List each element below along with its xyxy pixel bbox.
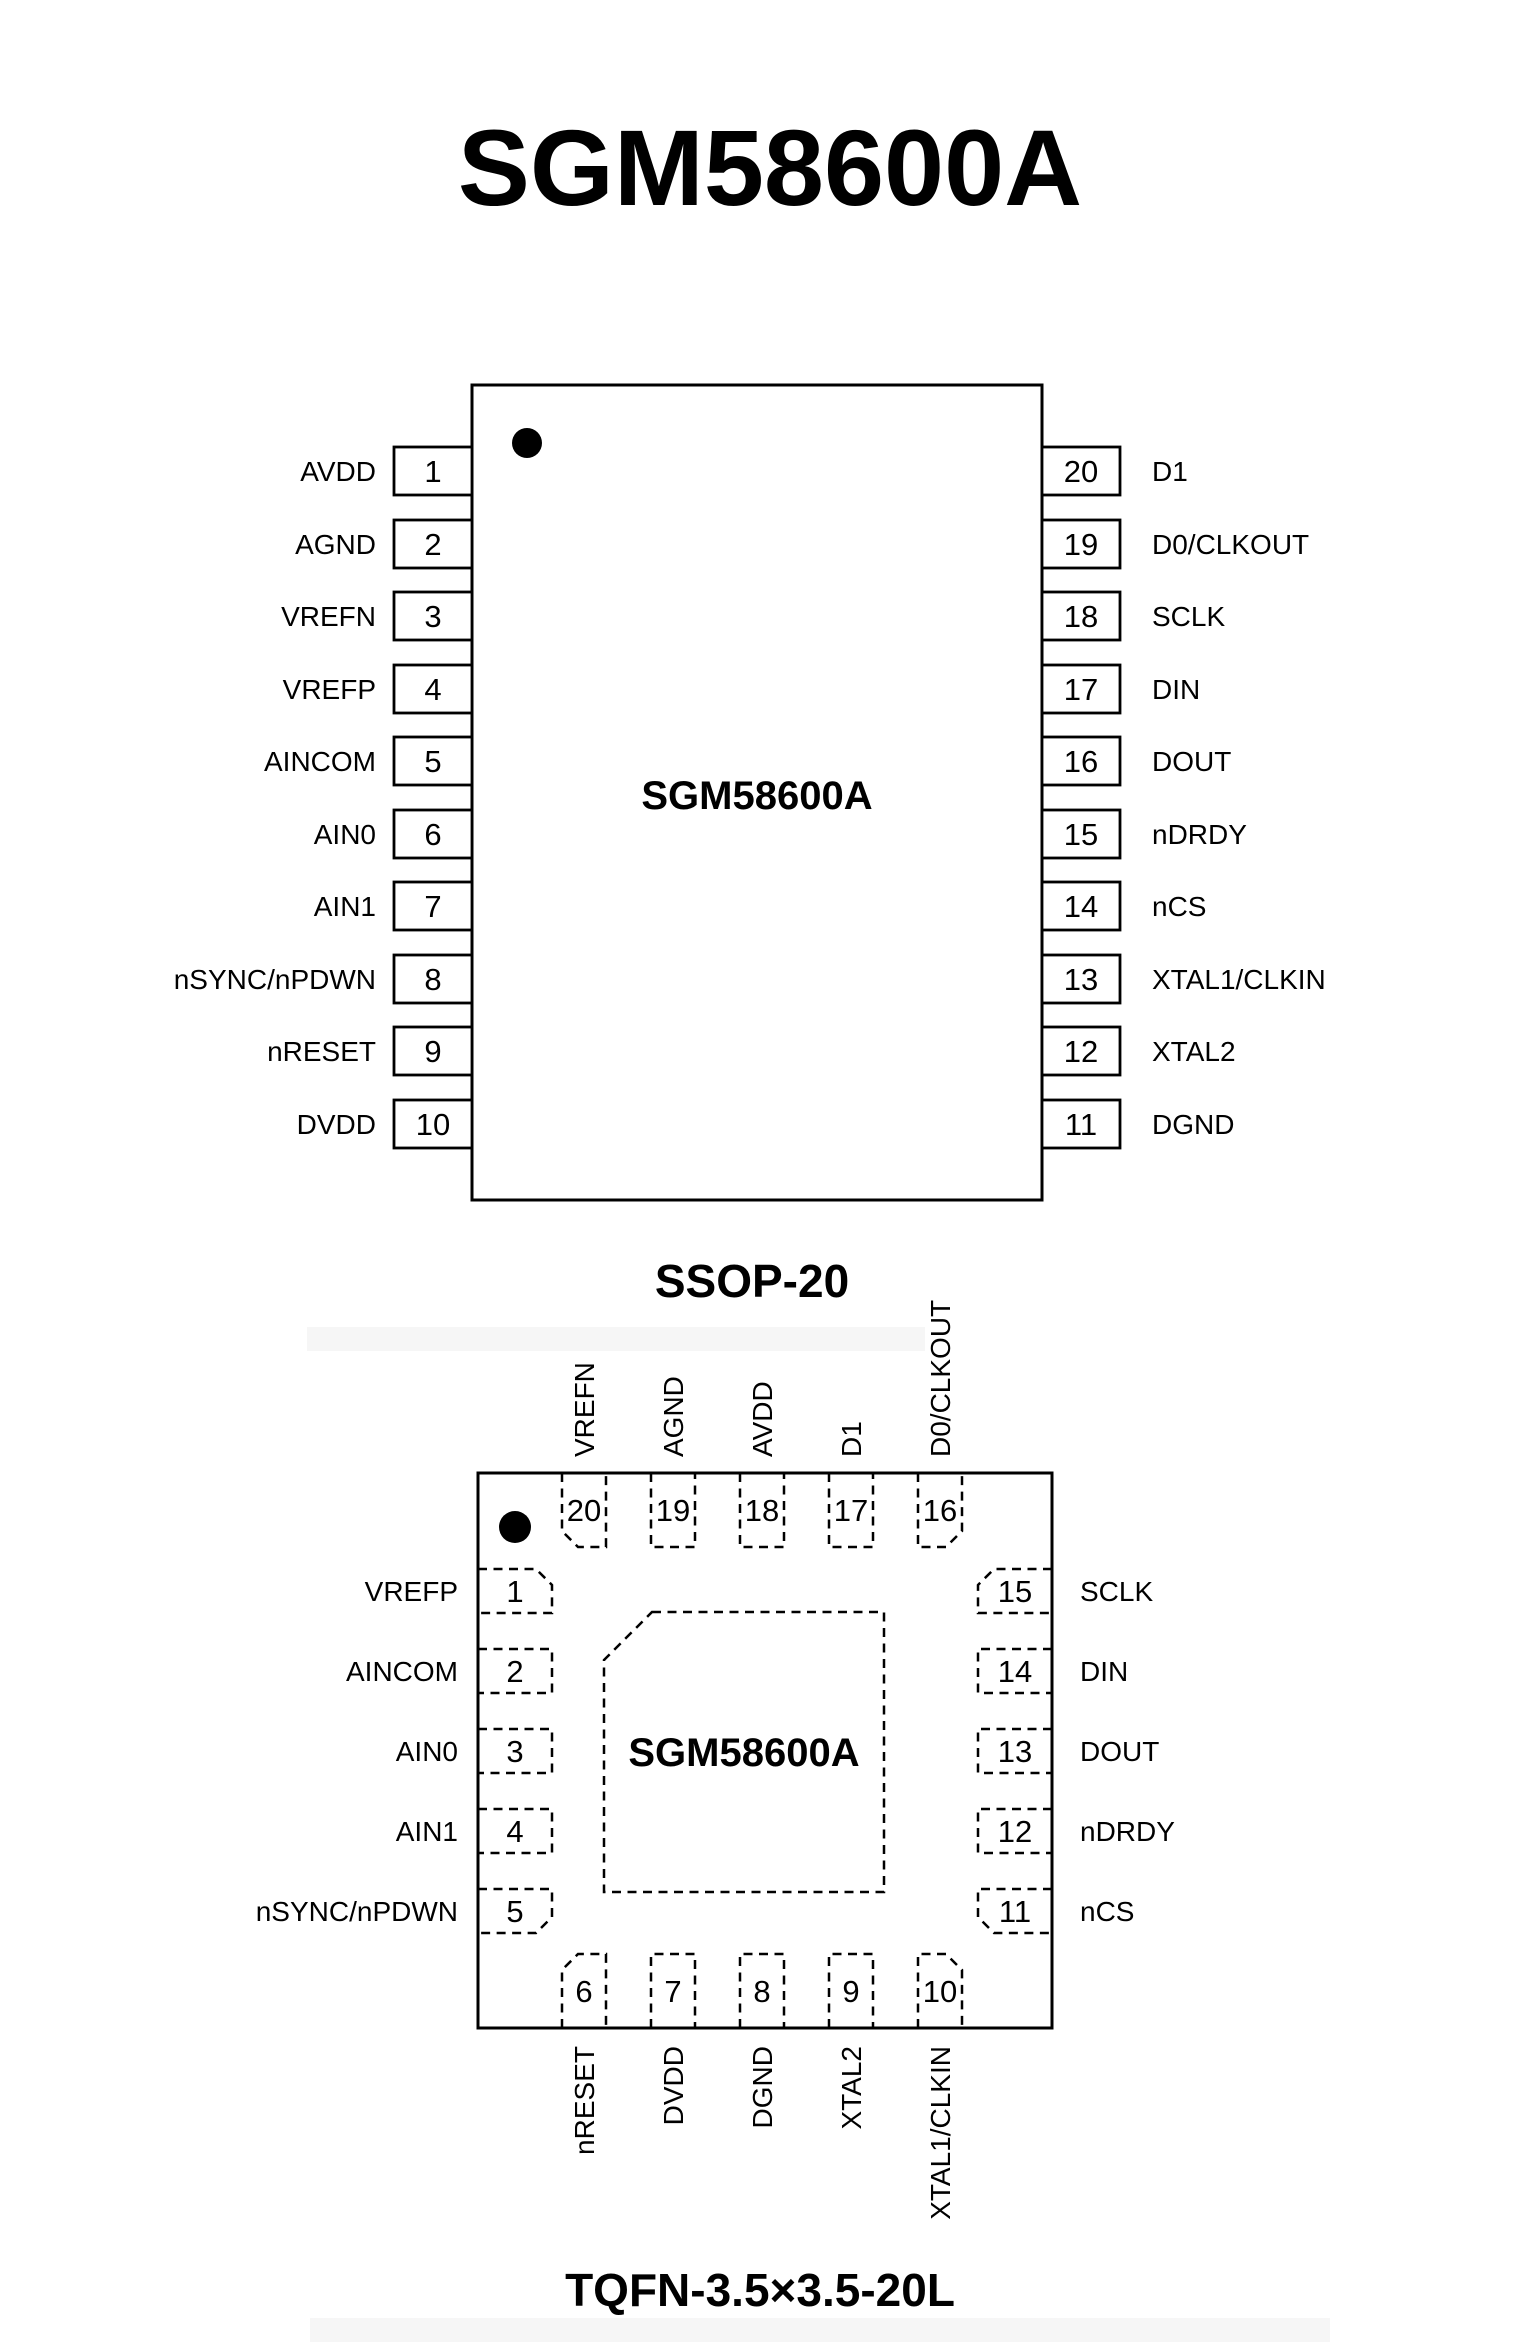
pin-label: SCLK <box>1080 1576 1154 1607</box>
pin-label: VREFP <box>364 1576 458 1607</box>
pin-number: 16 <box>1063 744 1099 779</box>
pin-label: AINCOM <box>346 1656 458 1687</box>
pin-label: AINCOM <box>264 746 376 777</box>
pin-label: DIN <box>1080 1656 1129 1687</box>
ssop-left-pin <box>174 955 472 1003</box>
ssop-right-pin <box>1042 955 1326 1003</box>
pin-number: 11 <box>1064 1107 1098 1142</box>
ssop-right-pin <box>1042 882 1206 930</box>
pin-label: nDRDY <box>1152 819 1247 850</box>
pin-label: DGND <box>747 2046 778 2129</box>
ssop-chip-label: SGM58600A <box>641 774 873 818</box>
pin-number: 14 <box>1063 889 1099 924</box>
pin-number: 15 <box>997 1574 1033 1609</box>
pin-number: 2 <box>424 527 442 562</box>
pin-number: 18 <box>1063 599 1099 634</box>
page-break-band <box>307 1327 925 1351</box>
tqfn-top-pin <box>918 1300 962 1547</box>
ssop-right-pin <box>1042 737 1231 785</box>
pin-label: nSYNC/nPDWN <box>173 964 376 995</box>
ssop-left-pin <box>297 1100 472 1148</box>
pin-label: XTAL2 <box>1152 1036 1236 1067</box>
pin-label: VREFN <box>281 601 376 632</box>
pin-number: 4 <box>506 1814 524 1849</box>
pin-label: AGND <box>658 1376 689 1457</box>
pin-label: D1 <box>836 1421 867 1457</box>
pin-label: nSYNC/nPDWN <box>255 1896 458 1927</box>
pin-number: 16 <box>922 1493 958 1528</box>
pin-number: 1 <box>506 1574 524 1609</box>
tqfn-chip-label: SGM58600A <box>628 1731 860 1775</box>
tqfn-right-pin <box>978 1569 1153 1613</box>
pin-label: nDRDY <box>1080 1816 1175 1847</box>
pin-label: nRESET <box>569 2046 600 2155</box>
pin-number: 7 <box>424 889 442 924</box>
pin-number: 11 <box>998 1894 1032 1929</box>
page-break-band <box>310 2318 1330 2342</box>
pin-label: nRESET <box>267 1036 376 1067</box>
pin-number: 14 <box>997 1654 1033 1689</box>
tqfn-right-pin <box>978 1809 1175 1853</box>
ssop-right-pin <box>1042 665 1200 713</box>
pin-number: 17 <box>1063 672 1099 707</box>
pin-number: 15 <box>1063 817 1099 852</box>
ssop-right-pin <box>1042 592 1225 640</box>
pin-number: 12 <box>1063 1034 1099 1069</box>
ssop-right-pin <box>1042 1100 1234 1148</box>
pin-number: 2 <box>506 1654 524 1689</box>
pin-label: AVDD <box>747 1381 778 1457</box>
pin-number: 5 <box>506 1894 524 1929</box>
pin-number: 10 <box>415 1107 451 1142</box>
pin-number: 9 <box>842 1974 860 2009</box>
pin-number: 8 <box>753 1974 771 2009</box>
pin-label: nCS <box>1080 1896 1135 1927</box>
pin-number: 4 <box>424 672 442 707</box>
pin-number: 20 <box>566 1493 602 1528</box>
pin-label: AIN0 <box>395 1736 458 1767</box>
pin-label: VREFN <box>569 1362 600 1457</box>
pin1-indicator-dot <box>512 428 542 458</box>
pin-label: VREFP <box>282 674 376 705</box>
pin-number: 9 <box>424 1034 442 1069</box>
ssop-right-pin <box>1042 1027 1236 1075</box>
pin-number: 17 <box>833 1493 869 1528</box>
ssop-caption: SSOP-20 <box>654 1255 850 1307</box>
pin-label: AGND <box>295 529 376 560</box>
pin-number: 1 <box>424 454 442 489</box>
pin-label: SCLK <box>1152 601 1226 632</box>
tqfn-right-pin <box>978 1729 1159 1773</box>
tqfn-left-pin <box>346 1649 552 1693</box>
pin-label: XTAL1/CLKIN <box>1152 964 1326 995</box>
tqfn-diagram <box>256 1300 1176 2316</box>
pin-label: DOUT <box>1080 1736 1160 1767</box>
page-title: SGM58600A <box>457 107 1083 228</box>
tqfn-top-pin <box>562 1362 606 1547</box>
ssop-left-pin <box>283 665 472 713</box>
ssop-diagram <box>174 385 1326 1307</box>
pin-label: AIN0 <box>313 819 376 850</box>
pin-number: 20 <box>1063 454 1099 489</box>
pin-label: DGND <box>1152 1109 1235 1140</box>
pin-label: D0/CLKOUT <box>925 1299 956 1457</box>
pin-label: DIN <box>1152 674 1201 705</box>
pin-label: XTAL1/CLKIN <box>925 2046 956 2220</box>
tqfn-top-pin <box>740 1381 784 1547</box>
ssop-left-pin <box>300 447 472 495</box>
pin-number: 6 <box>424 817 442 852</box>
pin-number: 10 <box>922 1974 958 2009</box>
pin-label: D0/CLKOUT <box>1152 529 1310 560</box>
pin-label: AIN1 <box>313 891 376 922</box>
pin-number: 8 <box>424 962 442 997</box>
ssop-right-pin <box>1042 447 1188 495</box>
ssop-right-pin <box>1042 520 1309 568</box>
tqfn-bottom-pin <box>918 1954 962 2220</box>
pin-number: 13 <box>997 1734 1033 1769</box>
ssop-left-pin <box>267 1027 472 1075</box>
tqfn-top-pin <box>651 1376 695 1547</box>
pin-number: 19 <box>655 1493 691 1528</box>
ssop-left-pin <box>264 737 472 785</box>
pin-number: 13 <box>1063 962 1099 997</box>
ssop-left-pin <box>314 810 472 858</box>
pin-label: AIN1 <box>395 1816 458 1847</box>
pin-label: XTAL2 <box>836 2046 867 2130</box>
pin-label: AVDD <box>300 456 376 487</box>
tqfn-caption: TQFN-3.5×3.5-20L <box>565 2264 955 2316</box>
pin-label: D1 <box>1152 456 1188 487</box>
pin-number: 3 <box>506 1734 524 1769</box>
pin-number: 7 <box>664 1974 682 2009</box>
ssop-left-pin <box>314 882 472 930</box>
pin-number: 18 <box>744 1493 780 1528</box>
ssop-left-pin <box>281 592 472 640</box>
tqfn-right-pin <box>978 1889 1134 1933</box>
ssop-right-pin <box>1042 810 1247 858</box>
pin1-indicator-dot <box>499 1511 531 1543</box>
pin-number: 6 <box>575 1974 593 2009</box>
pin-label: nCS <box>1152 891 1207 922</box>
pin-number: 3 <box>424 599 442 634</box>
ssop-left-pin <box>295 520 472 568</box>
tqfn-left-pin <box>256 1889 552 1933</box>
pin-number: 12 <box>997 1814 1033 1849</box>
pin-label: DOUT <box>1152 746 1232 777</box>
pin-label: DVDD <box>296 1109 376 1140</box>
pin-number: 5 <box>424 744 442 779</box>
pin-label: DVDD <box>658 2046 689 2126</box>
pin-number: 19 <box>1063 527 1099 562</box>
